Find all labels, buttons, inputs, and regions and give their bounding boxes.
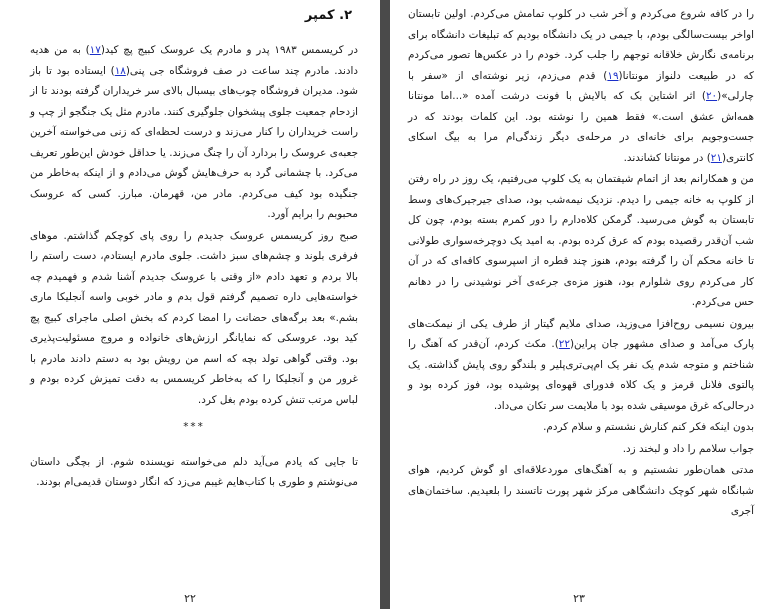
footnote-ref-link[interactable]: ۲۲ — [558, 338, 570, 350]
left-page-text — [30, 40, 358, 494]
text-run: بدون اینکه فکر کنم کنارش نشستم و سلام کردم. — [543, 421, 754, 433]
book-gutter — [380, 0, 390, 609]
right-paragraphs — [408, 4, 754, 522]
footnote-ref-link[interactable]: ۱۷ — [89, 44, 101, 56]
paragraph — [30, 452, 358, 493]
section-separator: *** — [183, 421, 205, 433]
left-closing — [30, 452, 358, 493]
text-run: ) به من هدیه دادند. مادرم چند ساعت در صف فروشگاه جی پنی( — [30, 44, 358, 77]
text-run: ). مکث کردم، آن‌قدر که آهنگ را شناختم و متوجه شدم یک نفر یک ام‌پی‌تری‌پلیر و بلندگو روی پایش گذاشته. یک پالتوی فلانل قرمز و یک کلاه فدورای قهوه‌ای پوشیده بود، فوز کرده بود و درحالی‌که غرق موسیقی شده بود با ملایمت سر تکان می‌داد. — [408, 338, 754, 412]
paragraph — [408, 169, 754, 313]
paragraph — [408, 439, 754, 460]
text-run: را در کافه شروع می‌کردم و آخر شب در کلوپ تمامش می‌کردم. اولین تابستان اواخر بیست‌سالگی بودم، با جیمی در یک دانشگاه بودیم که تبلیغات دانشگاه برای برنامه‌ی نگارش خلاقانه توجهم را جلب کرد. خودم را در عکس‌ها تصور می‌کردم که در طبیعت دلنواز مونتانا( — [408, 8, 754, 82]
text-run: صبح روز کریسمس عروسک جدیدم را روی پای کوچکم گذاشتم. موهای فرفری بلوند و چشم‌های سبز داشت. جلوی مادرم ایستادم، دست راستم را بالا بردم و تعهد دادم «از وقتی با عروسک جدیدم آشنا شدم و فهمیدم چه خواسته‌هایی داره تصمیم گرفتم قول بدم و مادر خوبی واسه آنجلیکا ماری بشم.» بعد برگه‌های حضانت را امضا کردم که بخش اصلی ماجرای کبیج پچ کید بود. عروسکی که نمایانگر ارزش‌های خانواده و مروج مسئولیت‌پذیری بود. وقتی گواهی تولد بچه که اسم من رویش بود به دستم دادند مادرم با غرور من و آنجلیکا را که به‌خاطر کریسمس به دقت تمیزش کرده بودم و لباس مرتب تنش کرده بودم بغل کرد. — [30, 229, 358, 406]
right-page-number: ۲۳ — [573, 592, 585, 605]
right-page — [390, 0, 768, 609]
text-run: جواب سلامم را داد و لبخند زد. — [622, 442, 754, 455]
text-run: در کریسمس ۱۹۸۳ پدر و مادرم یک عروسک کبیج پچ کید( — [100, 44, 358, 56]
paragraph — [408, 460, 754, 522]
chapter-heading: ۲. کمپر — [304, 8, 352, 23]
text-run: ) اثر اشتاین بک که بالایش با فونت درشت آمده «...اما مونتانا همه‌اش عشق است.» فقط همین را نوشته بود. این کلمات بودند که در جست‌وجویم برای خانه‌ای در مرحله‌ی دیگر زندگی‌ام مرا به بیگ اسکای کانتری( — [408, 90, 754, 164]
footnote-ref-link[interactable]: ۲۰ — [705, 90, 718, 102]
text-run: ) قدم می‌زدم، زیر نوشته‌ای از «سفر با چارلی»( — [408, 69, 754, 102]
text-run: مدتی همان‌طور نشستیم و به آهنگ‌های موردعلاقه‌ای او گوش کردیم، هوای شبانگاه شهر کوچک دانشگاهی مرکز شهر پورت تاتسند را بلعیدیم. ساختمان‌های آجری — [408, 464, 754, 517]
text-run: ) در مونتانا کشاندند. — [623, 151, 711, 164]
text-run: بیرون نسیمی روح‌افزا می‌وزید، صدای ملایم گیتار از طرف یکی از نیمکت‌های پارک می‌آمد و صدای مشهور جان پراین( — [408, 317, 754, 350]
text-run: تا جایی که یادم می‌آید دلم می‌خواسته نویسنده شوم. از بچگی داستان می‌نوشتم و طوری با کتاب‌هایم غیبم می‌زد که انگار دوستان قدیمی‌ام بودند. — [30, 455, 358, 488]
left-page-number: ۲۲ — [184, 592, 196, 605]
paragraph — [30, 40, 358, 225]
footnote-ref-link[interactable]: ۱۸ — [114, 64, 126, 77]
paragraph — [408, 4, 754, 168]
paragraph — [408, 314, 754, 417]
footnote-ref-link[interactable]: ۱۹ — [607, 69, 619, 82]
right-page-text — [408, 4, 754, 523]
left-paragraphs — [30, 40, 358, 410]
text-run: من و همکارانم بعد از اتمام شیفتمان به یک کلوپ می‌رفتیم، یک روز در راه رفتن از کلوپ به خانه جیمی را دیدم. نزدیک نیمه‌شب بود، صدای جیرجیرک‌های وسط تابستان به گوش می‌رسید. گرمکن کلاه‌دارم را دور کمرم بسته بودم، چون کل شب آن‌قدر رقصیده بودم که عرق کرده بودم. به امید یک دوچرخه‌سواری طولانی تا خانه محکم آن را گرفته بودم، هنوز چند قطره از اسپرسوی کافه‌ای که در آن کار می‌کردم روی شلوارم بود، هنوز مزه‌ی جرعه‌ی آخر نوشیدنی را در دهانم حس می‌کردم. — [408, 173, 754, 308]
paragraph — [408, 417, 754, 438]
footnote-ref-link[interactable]: ۲۱ — [710, 151, 722, 164]
paragraph — [30, 226, 358, 411]
text-run: ) ایستاده بود تا باز شود. مدیران فروشگاه چوب‌های بیسبال بالای سر خریداران گرفته بودند تا از ازدحام جمعیت جلوی پیشخوان جلوگیری کنند. مادرم مثل یک جنگجو از چپ و راست خریداران را کنار می‌زند و درست لحظه‌ای که زنی می‌خواسته آخرین جعبه‌ی عروسک را بردارد آن را چنگ می‌زند. یا حداقل خودش این‌طور تعریف می‌کرد. با چشمانی گرد به حرف‌هایش گوش می‌دادم و از اینکه به‌خاطر من جنگیده بود کیف می‌کردم. مادر من، قهرمان. مبارز. کسی که عروسک محبوبم را برایم آورد. — [30, 64, 358, 220]
left-page — [0, 0, 380, 609]
